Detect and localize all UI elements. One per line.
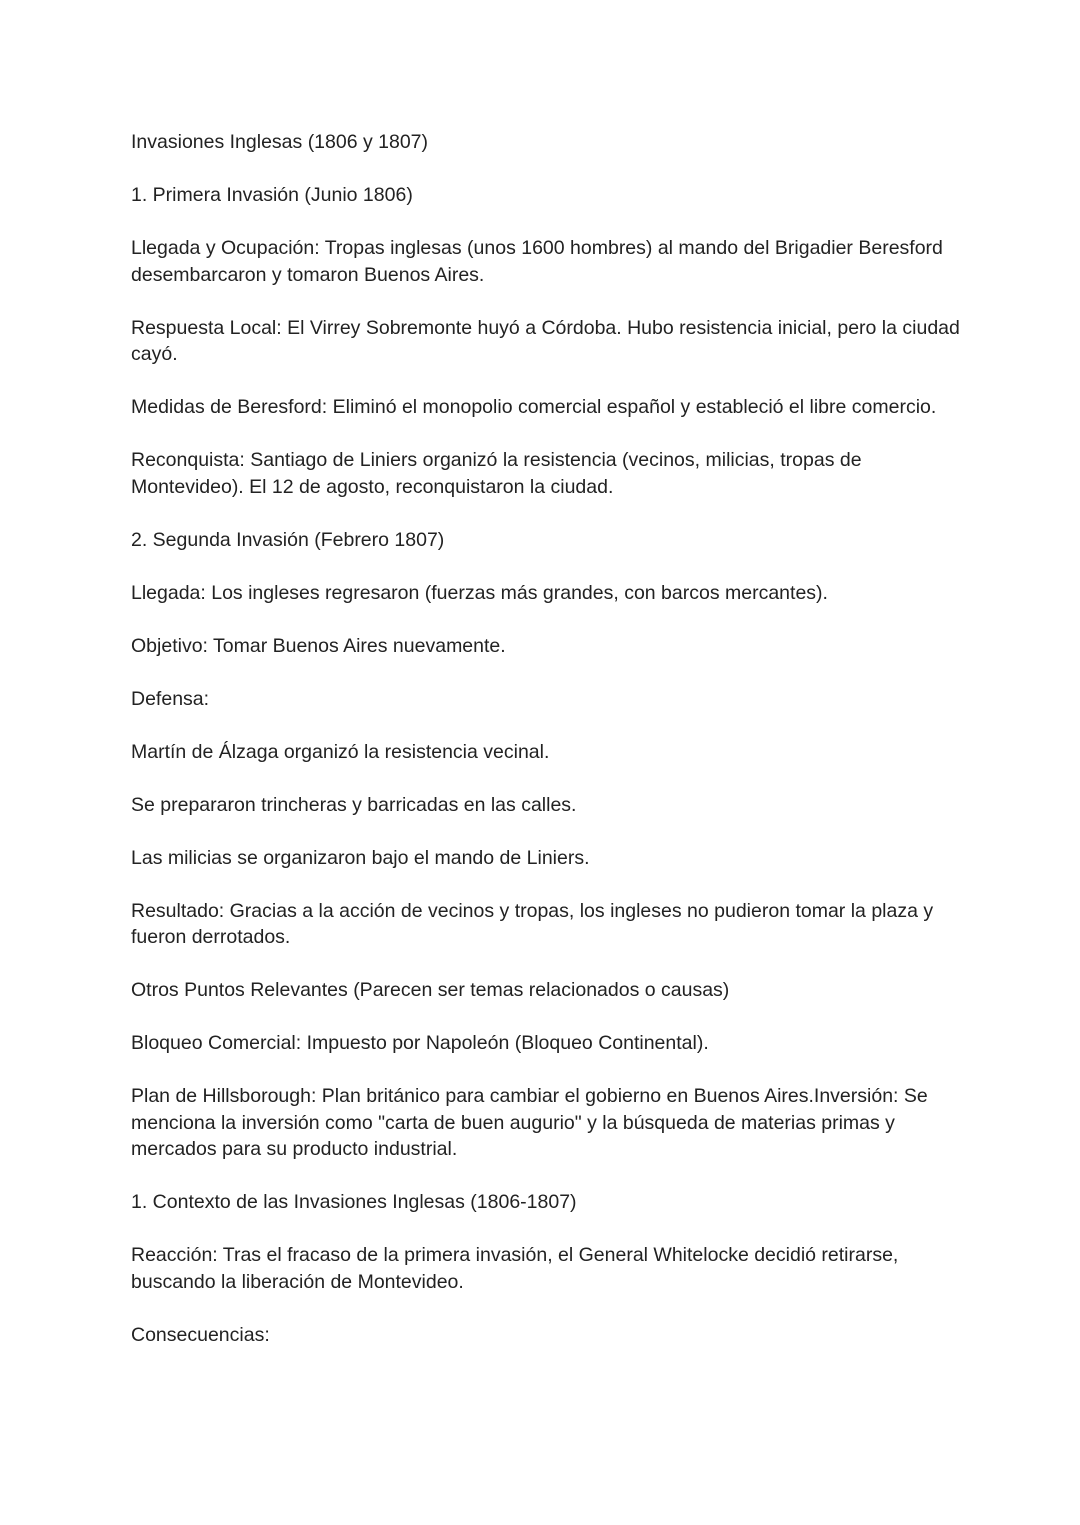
section-heading-primera-invasion: 1. Primera Invasión (Junio 1806) <box>131 184 413 206</box>
section-heading-otros-puntos: Otros Puntos Relevantes (Parecen ser temas relacionados o causas) <box>131 979 730 1001</box>
paragraph-plan-hillsborough: Plan de Hillsborough: Plan británico para cambiar el gobierno en Buenos Aires.Inversión: Se menciona la inversión como "carta de buen augurio" y la búsqueda de materias primas y mercados para su producto industrial. <box>131 1085 928 1160</box>
paragraph-resultado: Resultado: Gracias a la acción de vecinos y tropas, los ingleses no pudieron tomar la plaza y fueron derrotados. <box>131 899 934 948</box>
paragraph-milicias: Las milicias se organizaron bajo el mando de Liniers. <box>131 846 590 869</box>
paragraph-alzaga: Martín de Álzaga organizó la resistencia vecinal. <box>131 740 550 763</box>
paragraph-respuesta-local: Respuesta Local: El Virrey Sobremonte huyó a Córdoba. Hubo resistencia inicial, pero la ciudad cayó. <box>131 316 960 365</box>
paragraph-defensa: Defensa: <box>131 687 210 710</box>
document-title: Invasiones Inglesas (1806 y 1807) <box>131 131 429 153</box>
document-body <box>131 129 961 1375</box>
paragraph-medidas-beresford: Medidas de Beresford: Eliminó el monopolio comercial español y estableció el libre comercio. <box>131 396 937 418</box>
paragraph-bloqueo-comercial: Bloqueo Comercial: Impuesto por Napoleón (Bloqueo Continental). <box>131 1032 709 1054</box>
paragraph-reaccion: Reacción: Tras el fracaso de la primera invasión, el General Whitelocke decidió retirarse, buscando la liberación de Montevideo. <box>131 1244 899 1293</box>
paragraph-llegada: Llegada: Los ingleses regresaron (fuerzas más grandes, con barcos mercantes). <box>131 581 828 604</box>
section-heading-contexto: 1. Contexto de las Invasiones Inglesas (1806-1807) <box>131 1191 577 1213</box>
paragraph-objetivo: Objetivo: Tomar Buenos Aires nuevamente. <box>131 634 506 657</box>
section-heading-segunda-invasion: 2. Segunda Invasión (Febrero 1807) <box>131 528 445 551</box>
paragraph-reconquista: Reconquista: Santiago de Liniers organizó la resistencia (vecinos, milicias, tropas de Montevideo). El 12 de agosto, reconquistaron la ciudad. <box>131 449 862 498</box>
paragraph-consecuencias: Consecuencias: <box>131 1323 270 1346</box>
paragraph-trincheras: Se prepararon trincheras y barricadas en las calles. <box>131 793 577 816</box>
paragraph-llegada-ocupacion: Llegada y Ocupación: Tropas inglesas (unos 1600 hombres) al mando del Brigadier Beresford desembarcaron y tomaron Buenos Aires. <box>131 237 943 286</box>
